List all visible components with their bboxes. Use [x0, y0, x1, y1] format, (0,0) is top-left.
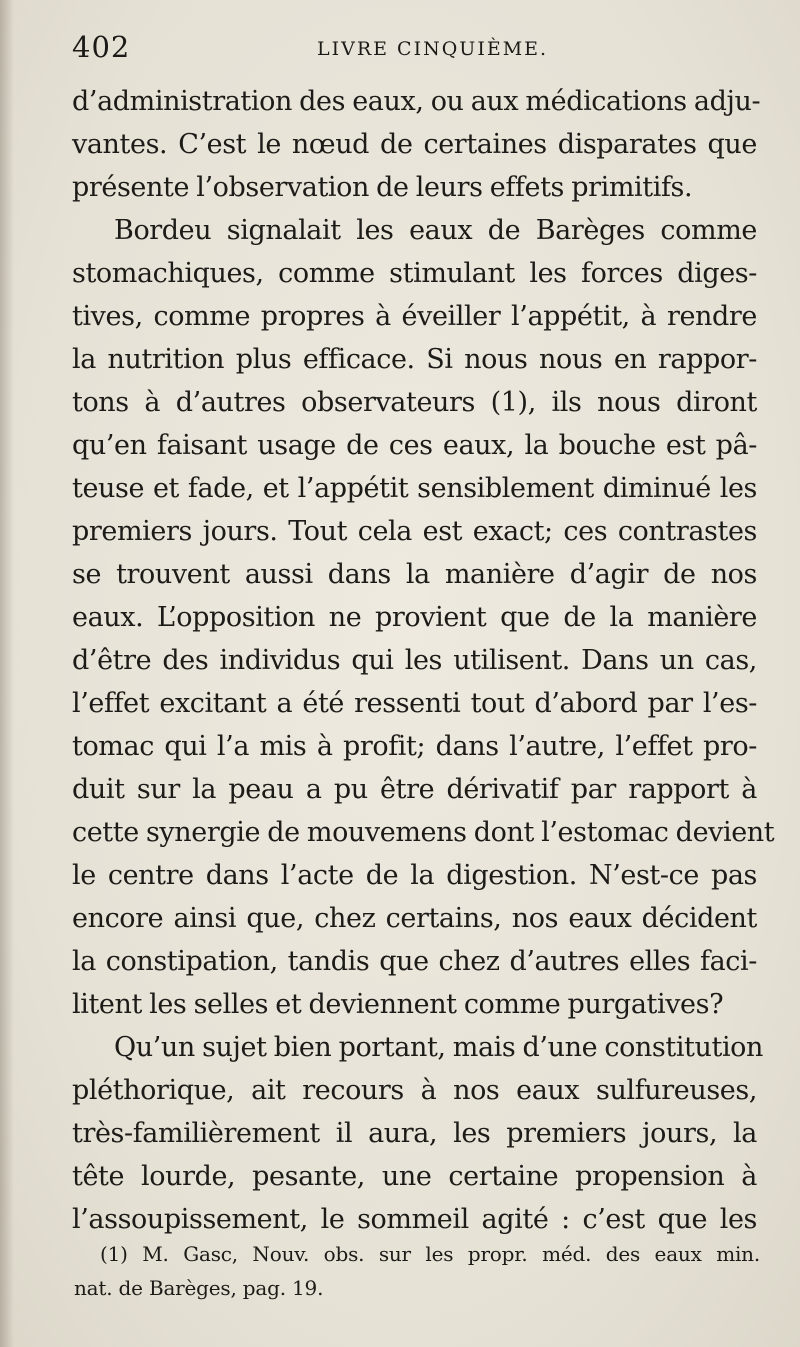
footnote-line: nat. de Barèges, pag. 19. [74, 1276, 324, 1300]
text-line: eaux. L’opposition ne provient que de la manière [72, 602, 757, 633]
text-line: l’assoupissement, le sommeil agité : c’est que les [72, 1204, 757, 1235]
text-line: teuse et fade, et l’appétit sensiblement diminué les [72, 473, 757, 504]
text-line: tons à d’autres observateurs (1), ils nous diront [72, 387, 757, 418]
text-line: le centre dans l’acte de la digestion. N’est-ce pas [72, 860, 757, 891]
text-line: se trouvent aussi dans la manière d’agir de nos [72, 559, 757, 590]
text-line: premiers jours. Tout cela est exact; ces contrastes [72, 516, 757, 547]
text-line: pléthorique, ait recours à nos eaux sulfureuses, [72, 1075, 757, 1106]
text-line: l’effet excitant a été ressenti tout d’abord par l’es- [72, 688, 757, 719]
text-line: tomac qui l’a mis à profit; dans l’autre, l’effet pro- [72, 731, 757, 762]
gutter-shadow [0, 0, 14, 1347]
text-line: stomachiques, comme stimulant les forces diges- [72, 258, 757, 289]
text-line: qu’en faisant usage de ces eaux, la bouche est pâ- [72, 430, 757, 461]
text-line: Qu’un sujet bien portant, mais d’une constitution [114, 1032, 764, 1063]
text-line: d’administration des eaux, ou aux médications adju- [72, 86, 761, 117]
text-line: tête lourde, pesante, une certaine propension à [72, 1161, 757, 1192]
text-line: Bordeu signalait les eaux de Barèges comme [114, 215, 757, 246]
text-line: cette synergie de mouvemens dont l’estomac devient [72, 817, 775, 848]
text-line: d’être des individus qui les utilisent. Dans un cas, [72, 645, 757, 676]
text-line: litent les selles et deviennent comme purgatives? [72, 989, 724, 1020]
text-line: duit sur la peau a pu être dérivatif par rapport à [72, 774, 757, 805]
running-head: LIVRE CINQUIÈME. [317, 38, 549, 60]
text-line: tives, comme propres à éveiller l’appétit, à rendre [72, 301, 757, 332]
page-header [72, 28, 760, 68]
text-line: la nutrition plus efficace. Si nous nous en rappor- [72, 344, 757, 375]
text-line: la constipation, tandis que chez d’autres elles faci- [72, 946, 757, 977]
text-line: encore ainsi que, chez certains, nos eaux décident [72, 903, 757, 934]
text-line: présente l’observation de leurs effets primitifs. [72, 172, 693, 203]
page-number: 402 [72, 30, 131, 64]
text-line: très-familièrement il aura, les premiers jours, la [72, 1118, 757, 1149]
text-line: vantes. C’est le nœud de certaines disparates que [72, 129, 757, 160]
footnote-line: (1) M. Gasc, Nouv. obs. sur les propr. méd. des eaux min. [100, 1242, 760, 1266]
